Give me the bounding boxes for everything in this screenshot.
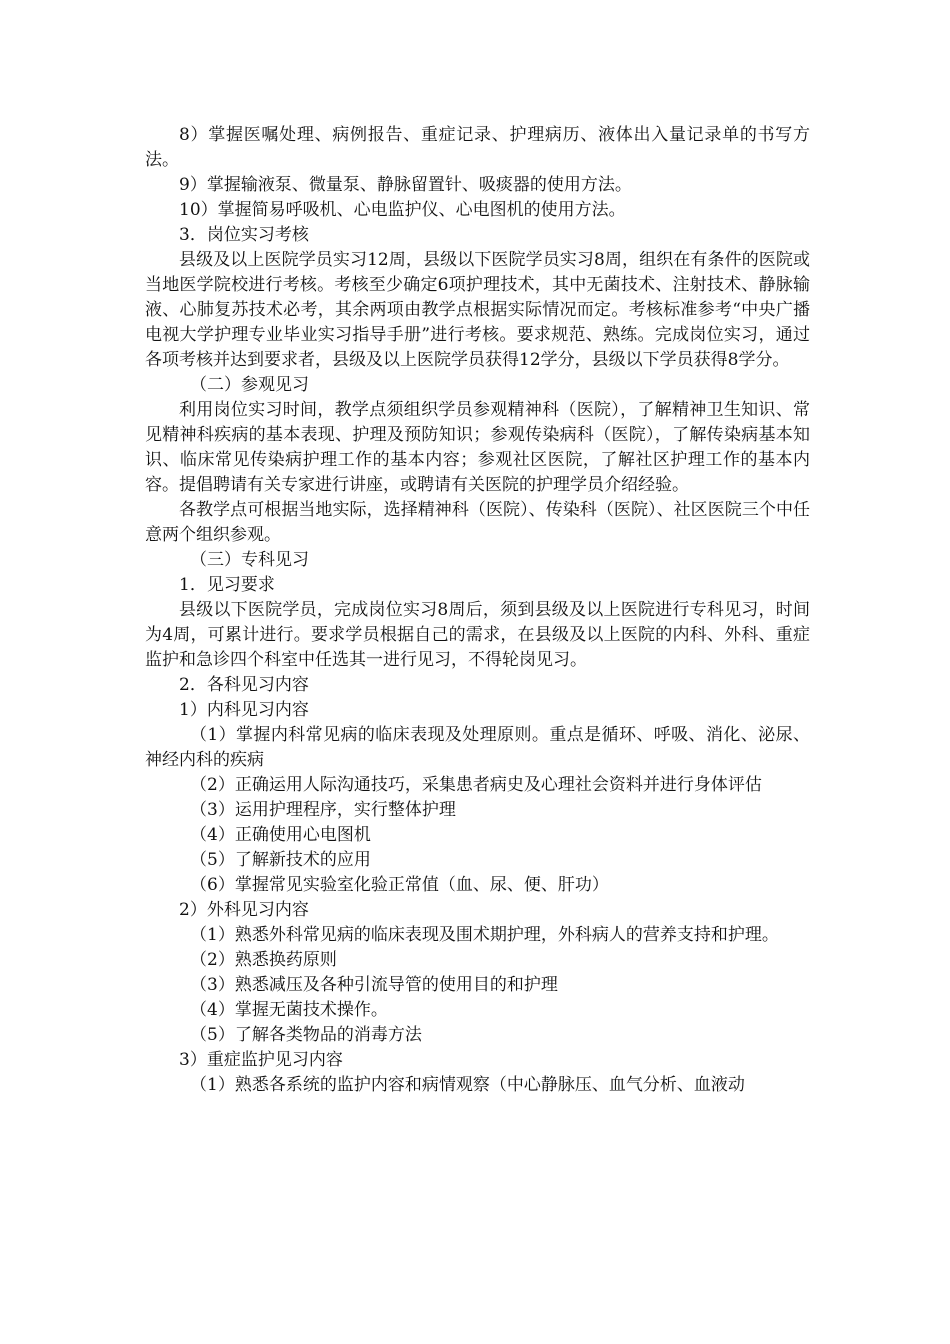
list-item: （4）正确使用心电图机 [190,825,371,845]
document-body [145,123,810,1098]
paragraph: 9）掌握输液泵、微量泵、静脉留置针、吸痰器的使用方法。 [179,175,632,195]
subsection-heading: 3）重症监护见习内容 [179,1050,343,1070]
list-item: （2）正确运用人际沟通技巧，采集患者病史及心理社会资料并进行身体评估 [190,775,762,795]
section-heading: （二）参观见习 [190,375,309,395]
list-item: （1）掌握内科常见病的临床表现及处理原则。重点是循环、呼吸、消化、泌尿、神经内科的疾病 [145,725,810,770]
paragraph: 县级及以上医院学员实习12周，县级以下医院学员实习8周，组织在有条件的医院或当地医学院校进行考核。考核至少确定6项护理技术，其中无菌技术、注射技术、静脉输液、心肺复苏技术必考，其余两项由教学点根据实际情况而定。考核标准参考“中央广播电视大学护理专业毕业实习指导手册”进行考核。要求规范、熟练。完成岗位实习，通过各项考核并达到要求者，县级及以上医院学员获得12学分，县级以下学员获得8学分。 [145,250,810,370]
list-item: （5）了解新技术的应用 [190,850,371,870]
paragraph: 利用岗位实习时间，教学点须组织学员参观精神科（医院），了解精神卫生知识、常见精神科疾病的基本表现、护理及预防知识；参观传染病科（医院），了解传染病基本知识、临床常见传染病护理工作的基本内容；参观社区医院，了解社区护理工作的基本内容。提倡聘请有关专家进行讲座，或聘请有关医院的护理学员介绍经验。 [145,400,810,495]
list-item: （5）了解各类物品的消毒方法 [190,1025,422,1045]
subsection-heading: 1）内科见习内容 [179,700,309,720]
list-item: （3）熟悉减压及各种引流导管的使用目的和护理 [190,975,558,995]
paragraph: 县级以下医院学员，完成岗位实习8周后，须到县级及以上医院进行专科见习，时间为4周，可累计进行。要求学员根据自己的需求，在县级及以上医院的内科、外科、重症监护和急诊四个科室中任选其一进行见习，不得轮岗见习。 [145,600,810,670]
subsection-heading: 2）外科见习内容 [179,900,309,920]
section-heading: 2．各科见习内容 [179,675,309,695]
paragraph: 8）掌握医嘱处理、病例报告、重症记录、护理病历、液体出入量记录单的书写方法。 [145,125,810,170]
paragraph: 各教学点可根据当地实际，选择精神科（医院）、传染科（医院）、社区医院三个中任意两个组织参观。 [145,500,810,545]
paragraph: 10）掌握简易呼吸机、心电监护仪、心电图机的使用方法。 [179,200,626,220]
list-item: （6）掌握常见实验室化验正常值（血、尿、便、肝功） [190,875,609,895]
section-heading: 3．岗位实习考核 [179,225,309,245]
list-item: （4）掌握无菌技术操作。 [190,1000,388,1020]
section-heading: 1．见习要求 [179,575,275,595]
list-item: （3）运用护理程序，实行整体护理 [190,800,456,820]
list-item: （1）熟悉各系统的监护内容和病情观察（中心静脉压、血气分析、血液动 [190,1075,745,1095]
section-heading: （三）专科见习 [190,550,309,570]
list-item: （2）熟悉换药原则 [190,950,337,970]
list-item: （1）熟悉外科常见病的临床表现及围术期护理，外科病人的营养支持和护理。 [190,925,779,945]
